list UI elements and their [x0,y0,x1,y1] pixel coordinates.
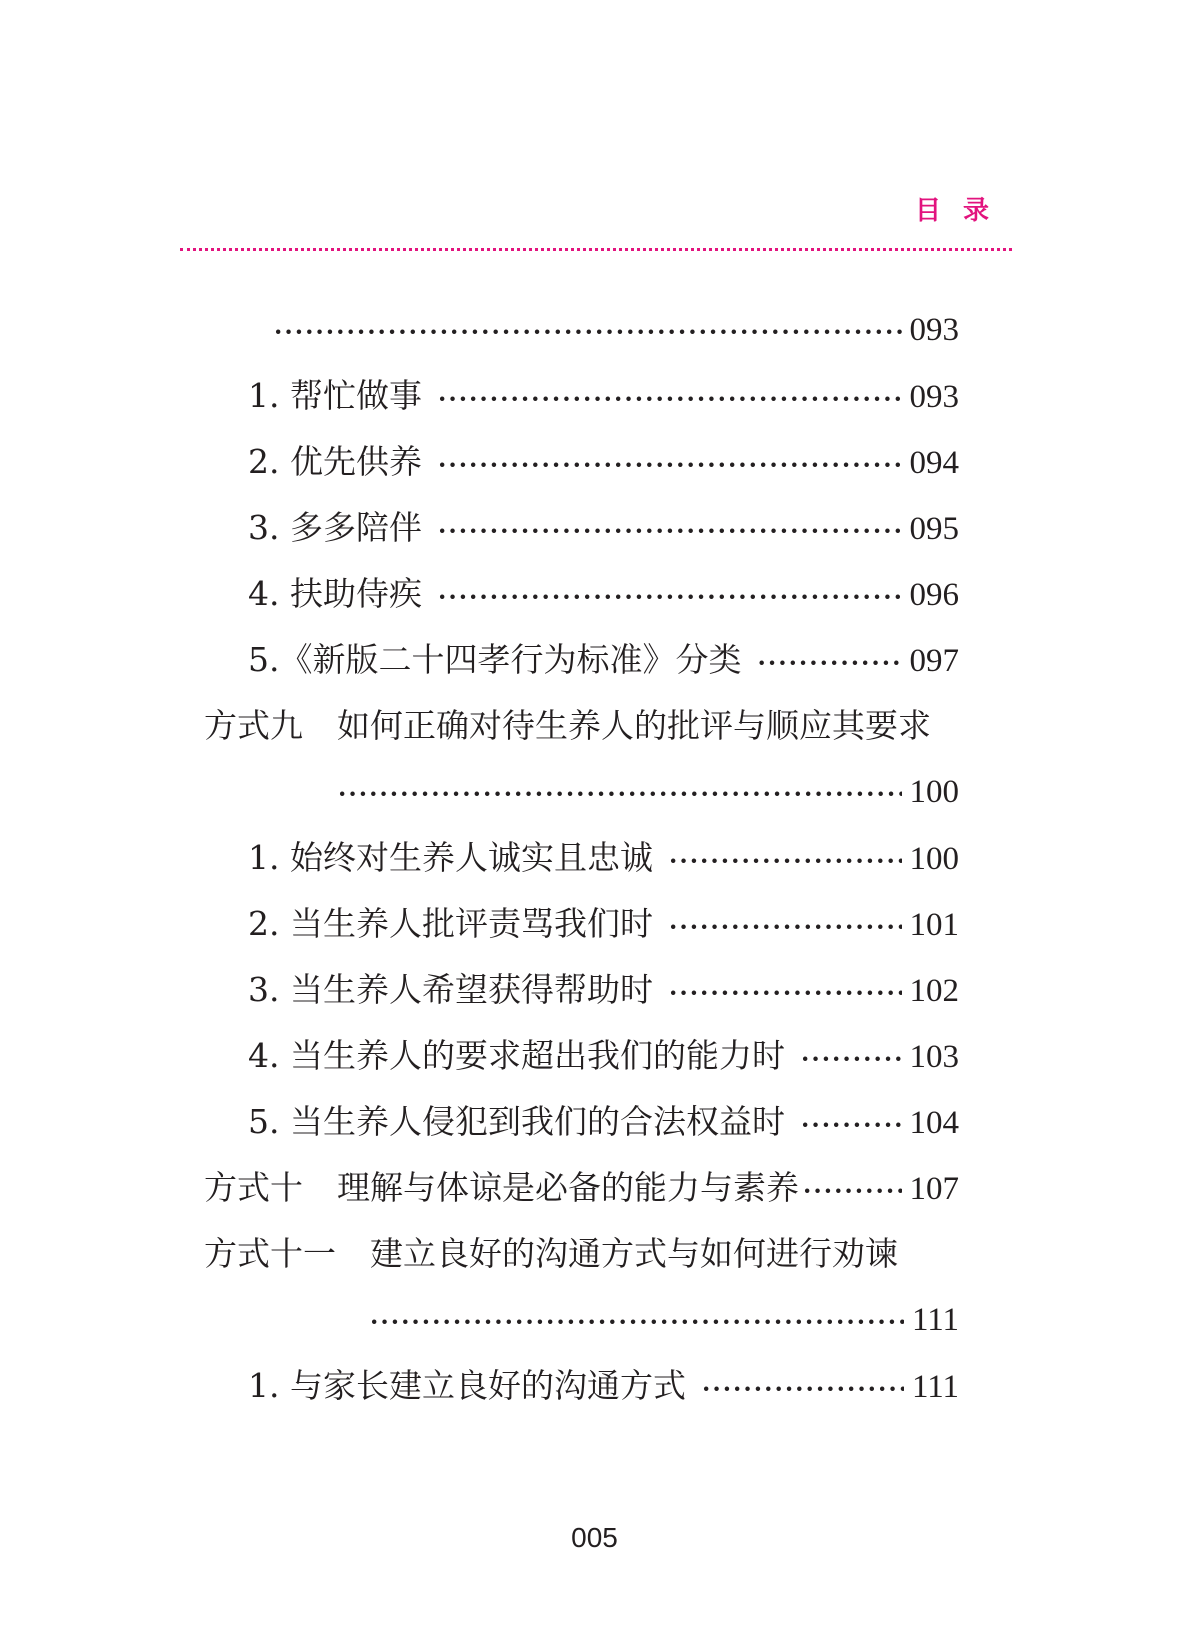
dot-leader [274,307,902,357]
dot-leader [801,1100,902,1150]
toc-entry-label: 1. 与家长建立良好的沟通方式 [248,1366,686,1405]
toc-entry[interactable] [248,1097,959,1147]
toc-page-number: 096 [909,577,959,613]
toc-entry[interactable] [248,1361,959,1411]
toc-page-number: 097 [909,643,959,679]
dot-leader [438,440,902,490]
page-header-title: 目录 [914,196,1011,226]
toc-page-number: 103 [909,1039,959,1075]
toc-entry-label [204,1163,799,1213]
dot-leader [669,902,902,952]
toc-entry-label: 1. 帮忙做事 [248,376,422,415]
toc-entry[interactable] [248,1031,959,1081]
toc-page-number: 104 [909,1105,959,1141]
toc-section-heading[interactable] [204,701,931,751]
dot-leader [370,1297,904,1347]
toc-entry-label: 4. 扶助侍疾 [248,574,422,613]
dot-leader [669,968,902,1018]
toc-page-number: 100 [909,774,959,810]
dot-leader [438,506,902,556]
toc-entry-label: 3. 多多陪伴 [248,508,422,547]
dot-leader [338,769,902,819]
toc-entry-label: 4. 当生养人的要求超出我们的能力时 [248,1036,785,1075]
toc-entry[interactable] [248,371,959,421]
toc-section-entry[interactable] [204,1163,959,1213]
dot-leader [438,572,902,622]
toc-page-number: 095 [909,511,959,547]
toc-page-number: 102 [909,973,959,1009]
toc-page-number: 101 [909,907,959,943]
toc-page-number: 107 [909,1171,959,1207]
toc-entry-label: 5.《新版二十四孝行为标准》分类 [248,640,742,679]
toc-page-number: 093 [909,379,959,415]
dot-leader [758,638,902,688]
section-prefix: 方式十一 [204,1234,336,1273]
toc-entry[interactable] [274,305,959,355]
toc-page-number: 111 [911,1302,959,1338]
toc-entry-label: 2. 优先供养 [248,442,422,481]
toc-entry[interactable] [370,1295,959,1345]
toc-entry[interactable] [248,503,959,553]
toc-section-heading[interactable] [204,1229,898,1279]
toc-page-number: 094 [909,445,959,481]
section-prefix: 方式九 [204,706,303,745]
section-title: 如何正确对待生养人的批评与顺应其要求 [337,706,931,745]
page-number: 005 [571,1522,618,1553]
toc-entry[interactable] [338,767,959,817]
toc-entry-label: 3. 当生养人希望获得帮助时 [248,970,653,1009]
toc-page-number: 093 [909,312,959,348]
toc-page-number: 111 [911,1369,959,1405]
toc-entry[interactable] [248,965,959,1015]
toc-entry-label: 1. 始终对生养人诚实且忠诚 [248,838,653,877]
toc-entry[interactable] [248,437,959,487]
dot-leader [801,1034,902,1084]
header-dotted-rule [180,248,1012,251]
dot-leader [669,836,902,886]
toc-entry[interactable] [248,833,959,883]
section-title: 理解与体谅是必备的能力与素养 [337,1168,799,1207]
section-title: 建立良好的沟通方式与如何进行劝谏 [370,1234,898,1273]
toc-page-number: 100 [909,841,959,877]
section-prefix: 方式十 [204,1168,303,1207]
toc-entry-label: 5. 当生养人侵犯到我们的合法权益时 [248,1102,785,1141]
toc-entry[interactable] [248,635,959,685]
dot-leader [438,374,902,424]
toc-entry[interactable] [248,569,959,619]
toc-entry[interactable] [248,899,959,949]
toc-entry-label: 2. 当生养人批评责骂我们时 [248,904,653,943]
dot-leader [702,1364,904,1414]
dot-leader [803,1166,902,1216]
